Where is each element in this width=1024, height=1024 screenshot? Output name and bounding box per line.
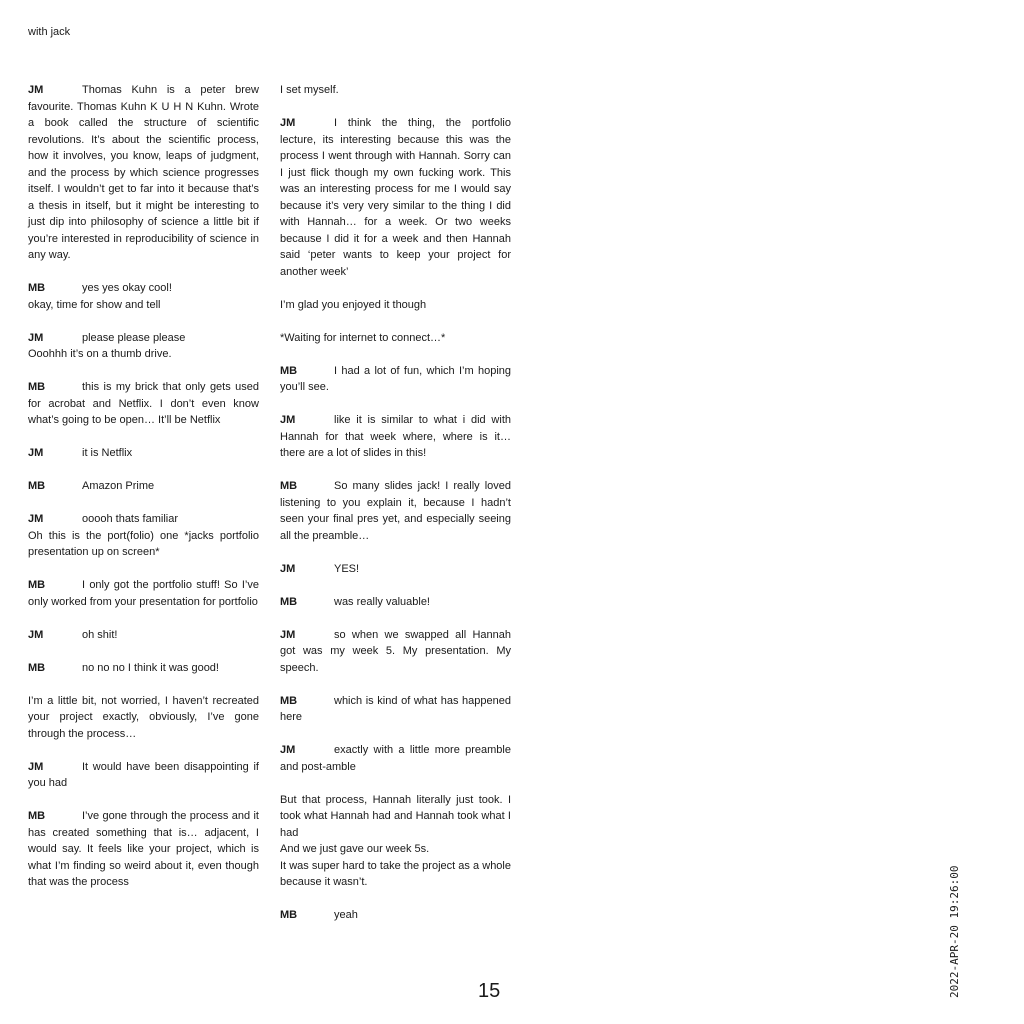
utterance-text: I only got the portfolio stuff! So I’ve only worked from your presentation for portfolio bbox=[28, 579, 259, 608]
speaker-label: MB bbox=[280, 909, 298, 921]
transcript-paragraph: But that process, Hannah literally just took. I took what Hannah had and Hannah took what I had bbox=[280, 793, 511, 839]
transcript-entry bbox=[28, 808, 259, 891]
transcript-entry bbox=[280, 363, 511, 396]
speaker-label: JM bbox=[28, 760, 44, 773]
transcript-continuation: okay, time for show and tell bbox=[28, 298, 161, 311]
transcript-entry bbox=[280, 478, 511, 544]
speaker-label: MB bbox=[28, 480, 46, 492]
transcript-entry bbox=[280, 561, 511, 578]
speaker-label: MB bbox=[28, 810, 46, 822]
utterance-text: no no no I think it was good! bbox=[82, 661, 219, 674]
speaker-label: JM bbox=[280, 744, 296, 756]
utterance-text: YES! bbox=[334, 562, 360, 575]
transcript-entry bbox=[28, 445, 259, 462]
document-title: with jack bbox=[28, 26, 71, 38]
transcript-entry bbox=[280, 412, 511, 462]
utterance-text: So many slides jack! I really loved listening to you explain it, because I hadn’t seen your final pres yet, and especially seeing all the preamble… bbox=[280, 480, 511, 542]
speaker-label: JM bbox=[28, 331, 44, 344]
transcript-paragraph: *Waiting for internet to connect…* bbox=[280, 331, 446, 344]
transcript-column-right bbox=[280, 82, 511, 940]
transcript-entry bbox=[280, 115, 511, 280]
utterance-text: It would have been disappointing if you had bbox=[28, 760, 259, 789]
utterance-text: was really valuable! bbox=[334, 595, 430, 608]
speaker-label: MB bbox=[28, 661, 46, 674]
transcript-entry bbox=[28, 379, 259, 429]
transcript-continuation: And we just gave our week 5s. bbox=[280, 843, 430, 855]
speaker-label: MB bbox=[28, 381, 46, 393]
speaker-label: MB bbox=[280, 480, 298, 492]
transcript-paragraph: I’m glad you enjoyed it though bbox=[280, 298, 427, 311]
transcript-entry bbox=[28, 280, 259, 297]
speaker-label: JM bbox=[28, 628, 44, 641]
transcript-column-left bbox=[28, 82, 259, 907]
speaker-label: JM bbox=[28, 84, 44, 96]
utterance-text: Amazon Prime bbox=[82, 480, 155, 492]
utterance-text: yeah bbox=[334, 909, 358, 921]
page-number: 15 bbox=[478, 980, 501, 1002]
utterance-text: which is kind of what has happened here bbox=[280, 694, 511, 723]
transcript-continuation: It was super hard to take the project as a whole because it wasn’t. bbox=[280, 859, 511, 888]
utterance-text: Thomas Kuhn is a peter brew favourite. Thomas Kuhn K U H N Kuhn. Wrote a book called the structure of scientific revolutions. It’s about the scientific process, how it involves, you know, leaps of judgment, and the process by which science progresses itself. I wouldn’t get to far into it because that’s a thesis in itself, but it might be interesting to just dip into philosophy of science a little bit if you’re interested in reproducibility of science in any way. bbox=[28, 84, 259, 261]
utterance-text: so when we swapped all Hannah got was my week 5. My presentation. My speech. bbox=[280, 628, 511, 674]
utterance-text: ooooh thats familiar bbox=[82, 513, 178, 525]
transcript-entry bbox=[280, 693, 511, 726]
transcript-paragraph: I set myself. bbox=[280, 84, 339, 96]
speaker-label: MB bbox=[280, 364, 298, 377]
transcript-entry bbox=[28, 660, 259, 677]
transcript-paragraph: I’m a little bit, not worried, I haven’t recreated your project exactly, obviously, I’ve gone through the process… bbox=[28, 694, 259, 740]
transcript-continuation: Ooohhh it’s on a thumb drive. bbox=[28, 348, 172, 360]
transcript-entry bbox=[28, 478, 259, 495]
utterance-text: I had a lot of fun, which I’m hoping you’ll see. bbox=[280, 364, 511, 393]
timestamp: 2022-APR-20 19:26:00 bbox=[948, 865, 961, 998]
speaker-label: MB bbox=[28, 282, 46, 294]
speaker-label: MB bbox=[280, 595, 298, 608]
utterance-text: yes yes okay cool! bbox=[82, 282, 172, 294]
utterance-text: I think the thing, the portfolio lecture, its interesting because this was the process I went through with Hannah. Sorry can I just flick though my own fucking work. This was an interesting process for me I would say because it’s very very similar to the thing I did with Hannah… for a week. Or two weeks because I did it for a week and then Hannah said ‘peter wants to keep your project for another week’ bbox=[280, 117, 511, 278]
transcript-entry bbox=[280, 594, 511, 611]
utterance-text: please please please bbox=[82, 331, 186, 344]
speaker-label: JM bbox=[280, 414, 296, 426]
speaker-label: JM bbox=[280, 628, 296, 641]
transcript-entry bbox=[28, 759, 259, 792]
utterance-text: this is my brick that only gets used for acrobat and Netflix. I don’t even know what’s going to be open… It’ll be Netflix bbox=[28, 381, 259, 426]
transcript-entry bbox=[28, 511, 259, 528]
transcript-entry bbox=[280, 742, 511, 775]
utterance-text: I’ve gone through the process and it has created something that is… adjacent, I would say. It feels like your project, which is what I’m finding so weird about it, even though that was the process bbox=[28, 810, 259, 888]
speaker-label: MB bbox=[28, 579, 46, 591]
speaker-label: JM bbox=[28, 513, 44, 525]
speaker-label: MB bbox=[280, 694, 298, 707]
speaker-label: JM bbox=[280, 562, 296, 575]
speaker-label: JM bbox=[28, 447, 44, 459]
transcript-entry bbox=[28, 82, 259, 264]
transcript-entry bbox=[28, 330, 259, 347]
transcript-entry bbox=[28, 577, 259, 610]
utterance-text: like it is similar to what i did with Hannah for that week where, where is it… there are a lot of slides in this! bbox=[280, 414, 511, 459]
utterance-text: exactly with a little more preamble and post-amble bbox=[280, 744, 511, 773]
speaker-label: JM bbox=[280, 117, 296, 129]
transcript-continuation: Oh this is the port(folio) one *jacks portfolio presentation up on screen* bbox=[28, 529, 259, 558]
transcript-entry bbox=[280, 627, 511, 677]
transcript-entry bbox=[28, 627, 259, 644]
utterance-text: oh shit! bbox=[82, 628, 118, 641]
transcript-entry bbox=[280, 907, 511, 924]
utterance-text: it is Netflix bbox=[82, 447, 133, 459]
